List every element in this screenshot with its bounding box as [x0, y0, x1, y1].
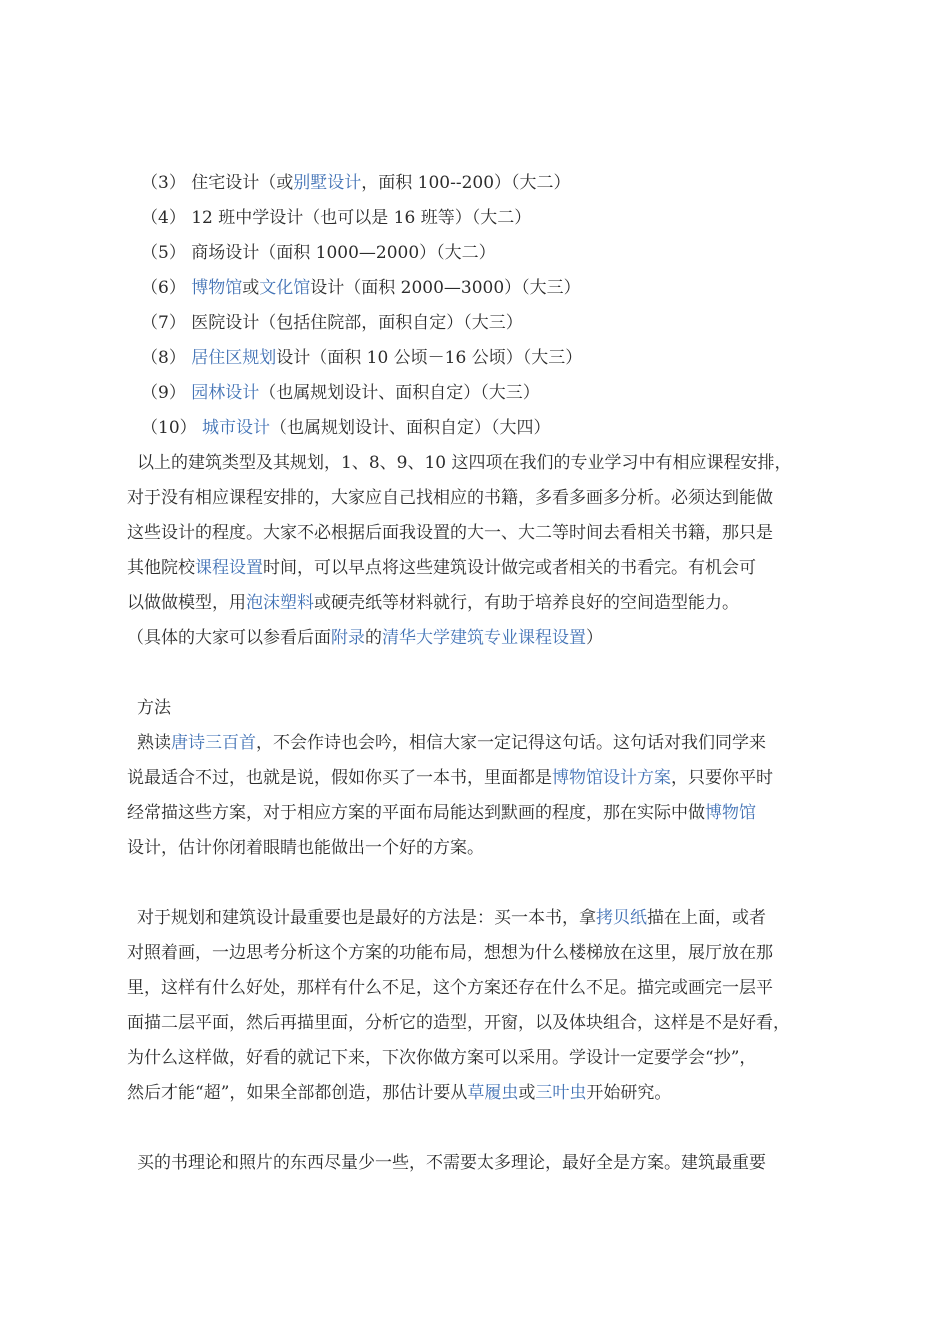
- link-urban-design[interactable]: 城市设计: [202, 418, 271, 438]
- link-trilobite[interactable]: 三叶虫: [535, 1083, 587, 1103]
- paragraph-line: 这些设计的程度。大家不必根据后面我设置的大一、大二等时间去看相关书籍，那只是: [127, 523, 773, 543]
- paragraph-line: 以做做模型，用泡沫塑料或硬壳纸等材料就行，有助于培养良好的空间造型能力。: [127, 593, 739, 613]
- link-villa-design[interactable]: 别墅设计: [293, 173, 362, 193]
- paragraph-line: 为什么这样做，好看的就记下来，下次你做方案可以采用。学设计一定要学会“抄”，: [127, 1048, 757, 1068]
- list-item: （6） 博物馆或文化馆设计（面积 2000—3000）（大三）: [141, 278, 581, 298]
- paragraph-line: 对照着画，一边思考分析这个方案的功能布局，想想为什么楼梯放在这里，展厅放在那: [127, 943, 773, 963]
- spacer: [127, 1111, 842, 1146]
- link-museum-design-plans[interactable]: 博物馆设计方案: [552, 768, 671, 788]
- paragraph-line: 其他院校课程设置时间，可以早点将这些建筑设计做完或者相关的书看完。有机会可: [127, 558, 756, 578]
- paragraph-line: 里，这样有什么好处，那样有什么不足，这个方案还存在什么不足。描完或画完一层平: [127, 978, 773, 998]
- paragraph-line: 买的书理论和照片的东西尽量少一些，不需要太多理论，最好全是方案。建筑最重要: [137, 1153, 766, 1173]
- paragraph-line: 对于没有相应课程安排的，大家应自己找相应的书籍，多看多画多分析。必须达到能做: [127, 488, 773, 508]
- list-item: （7） 医院设计（包括住院部，面积自定）（大三）: [141, 313, 523, 333]
- paragraph-line: 说最适合不过，也就是说，假如你买了一本书，里面都是博物馆设计方案，只要你平时: [127, 768, 773, 788]
- paragraph-method: [127, 726, 842, 866]
- paragraph-books: [127, 1146, 842, 1181]
- design-list: [127, 166, 842, 446]
- spacer: [127, 866, 842, 901]
- link-cultural-center[interactable]: 文化馆: [259, 278, 311, 298]
- list-item: （3） 住宅设计（或别墅设计，面积 100--200）（大二）: [141, 173, 571, 193]
- paragraph-line: 对于规划和建筑设计最重要也是最好的方法是：买一本书，拿拷贝纸描在上面，或者: [137, 908, 766, 928]
- link-museum[interactable]: 博物馆: [191, 278, 243, 298]
- section-heading: 方法: [137, 698, 171, 718]
- spacer: [127, 656, 842, 691]
- link-course-settings[interactable]: 课程设置: [195, 558, 263, 578]
- link-museum-2[interactable]: 博物馆: [705, 803, 756, 823]
- link-foam-plastic[interactable]: 泡沫塑料: [246, 593, 314, 613]
- document-content: [127, 166, 842, 1181]
- link-tang-poems[interactable]: 唐诗三百首: [171, 733, 256, 753]
- list-item: （10） 城市设计（也属规划设计、面积自定）（大四）: [141, 418, 551, 438]
- paragraph-line: 以上的建筑类型及其规划，1、8、9、10 这四项在我们的专业学习中有相应课程安排，: [137, 453, 792, 473]
- list-item: （5） 商场设计（面积 1000—2000）（大二）: [141, 243, 496, 263]
- list-item: （4） 12 班中学设计（也可以是 16 班等）（大二）: [141, 208, 532, 228]
- link-landscape-design[interactable]: 园林设计: [191, 383, 260, 403]
- link-paramecium[interactable]: 草履虫: [467, 1083, 519, 1103]
- list-item: （9） 园林设计（也属规划设计、面积自定）（大三）: [141, 383, 540, 403]
- paragraph-tracing: [127, 901, 842, 1111]
- paragraph-line: 熟读唐诗三百首，不会作诗也会吟，相信大家一定记得这句话。这句话对我们同学来: [137, 733, 766, 753]
- list-item: （8） 居住区规划设计（面积 10 公顷－16 公顷）（大三）: [141, 348, 583, 368]
- paragraph-line: （具体的大家可以参看后面附录的清华大学建筑专业课程设置）: [127, 628, 603, 648]
- link-tsinghua-curriculum[interactable]: 清华大学建筑专业课程设置: [382, 628, 586, 648]
- paragraph-building-types: [127, 446, 842, 656]
- link-appendix[interactable]: 附录: [331, 628, 365, 648]
- paragraph-line: 经常描这些方案，对于相应方案的平面布局能达到默画的程度，那在实际中做博物馆: [127, 803, 756, 823]
- paragraph-line: 设计，估计你闭着眼睛也能做出一个好的方案。: [127, 838, 484, 858]
- link-tracing-paper[interactable]: 拷贝纸: [596, 908, 647, 928]
- paragraph-line: 然后才能“超”，如果全部都创造，那估计要从草履虫或三叶虫开始研究。: [127, 1083, 672, 1103]
- paragraph-line: 面描二层平面，然后再描里面，分析它的造型，开窗，以及体块组合，这样是不是好看，: [127, 1013, 790, 1033]
- link-residential-planning[interactable]: 居住区规划: [191, 348, 277, 368]
